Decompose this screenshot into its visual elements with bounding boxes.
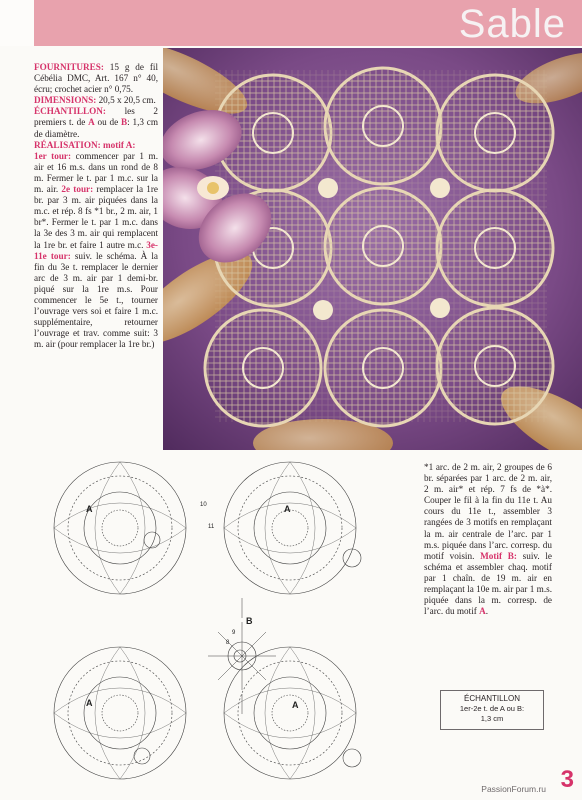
diagram-label-a-4: A: [292, 700, 299, 710]
echantillon-text-3: : 1,3 cm de diamètre.: [34, 117, 159, 139]
instructions-column-2: [424, 462, 552, 617]
tour3-text: suiv. le schéma. À la fin du 3e t. remplacer le dernier arc de 3 m. air par 1 demi-br. piqué sur la 1re m.s. Pour commencer le 5e t., tourner l’ouvrage vers soi et faire 1 m.c. supplémentaire, retourner l’ouvrage et trav. comme suit: 3 m. air (pour remplacer la 1re br.): [34, 250, 158, 350]
echantillon-b: B: [121, 117, 128, 128]
tour3-label: 3e-11e tour:: [34, 239, 158, 261]
diagram-label-a-2: A: [284, 504, 291, 514]
echantillon-label: ÉCHANTILLON:: [34, 106, 106, 117]
watermark: PassionForum.ru: [481, 784, 546, 794]
diagram-label-b: B: [246, 616, 253, 626]
realisation-label: RÉALISATION: motif A:: [34, 139, 136, 150]
tour1-label: 1er tour:: [34, 150, 72, 161]
crochet-diagram: [40, 458, 370, 788]
page-margin: [0, 0, 34, 46]
dimensions-label: DIMENSIONS:: [34, 95, 97, 106]
diagram-round-8: 8: [226, 640, 230, 646]
right-para-2: suiv. le schéma et assembler chaq. motif par 1 chaîn. de 19 m. air en remplaçant la 10e m. air par 1 m.s. piquée dans la m. corresp. de l’arc. du motif: [424, 550, 553, 617]
sample-box-line-2: 1,3 cm: [480, 714, 504, 723]
right-para-1: *1 arc. de 2 m. air, 2 groupes de 6 br. séparées par 1 arc. de 2 m. air, 2 m. air* et rép. 7 fs de *à*. Couper le fil à la fin du 11e t. Au cours du 11e t., assembler 3 rangées de 3 motifs en remplaçant la m. air centrale de l’arc. par 1 m.s. piquée dans l’arc. corresp. du motif voisin.: [424, 462, 552, 561]
diagram-label-a-1: A: [86, 504, 93, 514]
right-para-2-a: A: [479, 606, 486, 617]
echantillon-text-1: les 2 premiers t. de: [34, 106, 158, 128]
instructions-column: [34, 62, 158, 350]
dimensions-text: 20,5 x 20,5 cm.: [96, 95, 156, 106]
doily-photo: [163, 48, 582, 450]
diagram-round-9: 9: [232, 630, 236, 636]
echantillon-text-2: ou de: [94, 117, 121, 128]
tour2-text: remplacer la 1re br. par 3 m. air piquées dans la m.c. et rép. 8 fs *1 br., 2 m. air, 1 br*. Fermer le t. par 1 m.c. dans la 3e des 3 m. air qui remplacent la 1re br. et faire 1 autre m.c.: [34, 184, 158, 250]
tour1-text: commencer par 1 m. air et 16 m.s. dans un rond de 8 m. Fermer le t. par 1 m.c. sur la m. air.: [34, 150, 158, 195]
echantillon-a: A: [88, 117, 95, 128]
sample-box-title: ÉCHANTILLON: [463, 694, 520, 703]
diagram-round-10: 10: [200, 502, 207, 508]
diagram-label-a-3: A: [86, 698, 93, 708]
motif-b-label: Motif B:: [480, 550, 517, 561]
fournitures-label: FOURNITURES:: [34, 62, 104, 72]
sample-box: [440, 690, 544, 730]
diagram-round-11: 11: [208, 524, 215, 530]
page-number: 3: [560, 766, 574, 793]
page-title: Sable: [458, 2, 566, 46]
right-para-2-end: .: [485, 606, 489, 617]
tour2-label: 2e tour:: [61, 184, 94, 195]
sample-box-line-1: 1er-2e t. de A ou B:: [459, 704, 525, 713]
fournitures-text: 15 g de fil Cébélia DMC, Art. 167 n° 40, écru; crochet acier n° 0,75.: [34, 62, 158, 95]
